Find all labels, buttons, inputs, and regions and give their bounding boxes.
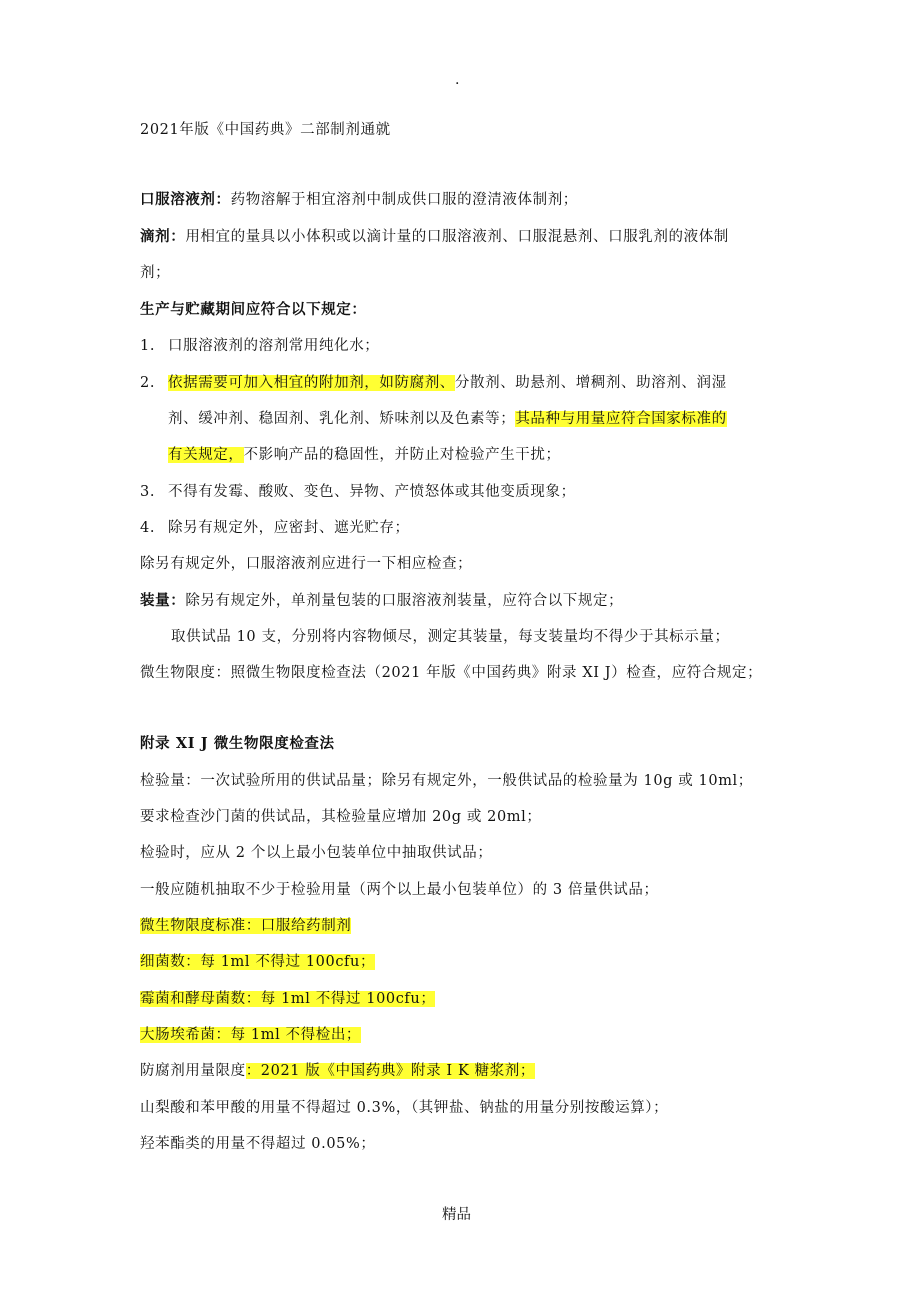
- appendix-line: 要求检查沙门菌的供试品，其检验量应增加 20g 或 20ml；: [140, 809, 542, 825]
- rule-number: 4.: [140, 520, 156, 536]
- highlighted-text: 其品种与用量应符合国家标准的: [515, 411, 727, 427]
- bacteria-limit: [140, 950, 375, 974]
- rule-item-3: [140, 480, 576, 504]
- highlighted-text: 微生物限度标准：口服给药制剂: [140, 918, 352, 934]
- drops-text: 用相宜的量具以小体积或以滴计量的口服溶液剂、口服混悬剂、口服乳剂的液体制: [185, 229, 729, 245]
- rule-item-4: [140, 516, 410, 540]
- rules-heading: 生产与贮藏期间应符合以下规定：: [140, 301, 367, 318]
- loading-detail: 取供试品 10 支，分别将内容物倾尽，测定其装量，每支装量均不得少于其标示量；: [171, 629, 730, 645]
- rule-number: 1.: [140, 338, 156, 354]
- page-footer: 精品: [442, 1207, 471, 1223]
- paraben-rule: 羟苯酯类的用量不得超过 0.05%；: [140, 1136, 376, 1152]
- oral-solution-text: 药物溶解于相宜溶剂中制成供口服的澄清液体制剂；: [230, 192, 578, 208]
- appendix-heading: 附录 XI J 微生物限度检查法: [140, 735, 335, 752]
- microbe-standard: [140, 914, 351, 938]
- highlighted-text: ：2021 版《中国药典》附录 I K 糖浆剂；: [245, 1063, 535, 1079]
- page-title: 2021年版《中国药典》二部制剂通就: [140, 122, 391, 138]
- drops-text-cont: 剂；: [140, 265, 171, 281]
- rule-number: 2.: [140, 375, 156, 391]
- rule-item-2-cont: [168, 407, 727, 431]
- rule-text: 口服溶液剂的溶剂常用纯化水；: [168, 338, 380, 354]
- oral-solution-definition: [140, 188, 578, 212]
- loading-rule: [140, 589, 623, 613]
- highlighted-text: 细菌数：每 1ml 不得过 100cfu；: [140, 954, 376, 970]
- rule-text: 不影响产品的稳固性，并防止对检验产生干扰；: [243, 447, 561, 463]
- drops-definition: [140, 225, 729, 249]
- sorbic-acid-rule: 山梨酸和苯甲酸的用量不得超过 0.3%，（其钾盐、钠盐的用量分别按酸运算）；: [140, 1100, 669, 1116]
- mold-yeast-limit: [140, 987, 435, 1011]
- header-mark: .: [455, 72, 460, 88]
- appendix-line: 检验时，应从 2 个以上最小包装单位中抽取供试品；: [140, 845, 493, 861]
- oral-solution-label: 口服溶液剂：: [140, 191, 231, 208]
- highlighted-text: 依据需要可加入相宜的附加剂，如防腐剂、: [168, 375, 455, 391]
- highlighted-text: 有关规定，: [168, 447, 244, 463]
- microbe-limit: 微生物限度：照微生物限度检查法（2021 年版《中国药典》附录 XI J）检查，应符合规定；: [140, 665, 763, 681]
- rule-text: 不得有发霉、酸败、变色、异物、产愤怒体或其他变质现象；: [168, 484, 576, 500]
- check-intro: 除另有规定外，口服溶液剂应进行一下相应检查；: [140, 556, 473, 572]
- highlighted-text: 霉菌和酵母菌数：每 1ml 不得过 100cfu；: [140, 991, 436, 1007]
- drops-label: 滴剂：: [140, 228, 186, 245]
- rule-item-2-cont2: [168, 443, 561, 467]
- appendix-line: 检验量：一次试验所用的供试品量；除另有规定外，一般供试品的检验量为 10g 或 10ml；: [140, 773, 753, 789]
- loading-text: 除另有规定外，单剂量包装的口服溶液剂装量，应符合以下规定；: [185, 593, 624, 609]
- rule-item-2: [140, 371, 727, 395]
- rule-text: 除另有规定外，应密封、遮光贮存；: [168, 520, 410, 536]
- rule-text: 分散剂、助悬剂、增稠剂、助溶剂、润湿: [454, 375, 727, 391]
- appendix-line: 一般应随机抽取不少于检验用量（两个以上最小包装单位）的 3 倍量供试品；: [140, 882, 659, 898]
- loading-label: 装量：: [140, 592, 186, 609]
- rule-number: 3.: [140, 484, 156, 500]
- rule-item-1: [140, 334, 379, 358]
- preservative-limit: [140, 1059, 535, 1083]
- rule-text: 剂、缓冲剂、稳固剂、乳化剂、矫味剂以及色素等；: [168, 411, 516, 427]
- preservative-label: 防腐剂用量限度: [140, 1063, 246, 1079]
- highlighted-text: 大肠埃希菌：每 1ml 不得检出；: [140, 1027, 362, 1043]
- ecoli-limit: [140, 1023, 361, 1047]
